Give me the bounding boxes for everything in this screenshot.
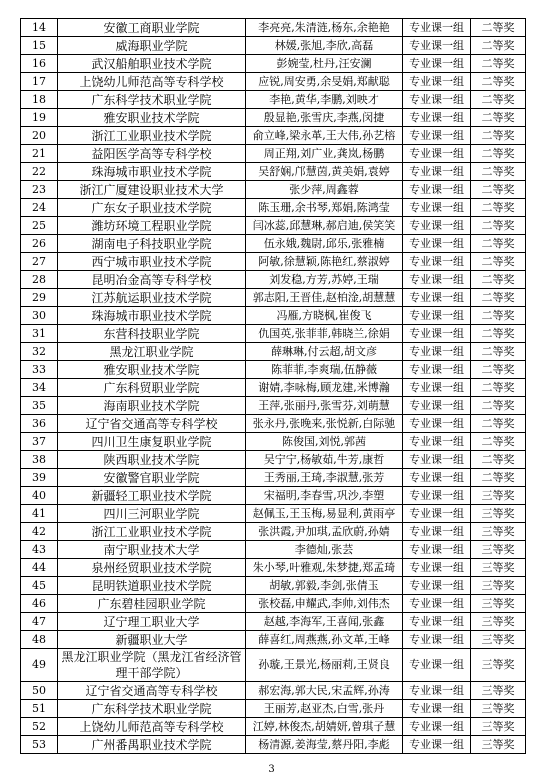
cell-number: 48	[21, 631, 58, 649]
cell-school: 陕西职业技术学院	[58, 451, 246, 469]
cell-group: 专业课一组	[403, 541, 471, 559]
cell-award: 二等奖	[471, 433, 526, 451]
cell-school: 黑龙江职业学院（黑龙江省经济管理干部学院）	[58, 649, 246, 682]
cell-award: 三等奖	[471, 700, 526, 718]
page-number: 3	[268, 764, 275, 775]
cell-members: 吴宁宁,杨敏茹,牛芳,康哲	[246, 451, 403, 469]
table-row	[21, 700, 526, 718]
cell-group: 专业课一组	[403, 649, 471, 682]
cell-group: 专业课一组	[403, 127, 471, 145]
table-row	[21, 37, 526, 55]
cell-members: 杨清源,姜海莹,蔡丹阳,李彪	[246, 736, 403, 754]
cell-award: 二等奖	[471, 73, 526, 91]
cell-members: 林媛,张旭,李欣,高磊	[246, 37, 403, 55]
cell-award: 二等奖	[471, 91, 526, 109]
table-row	[21, 91, 526, 109]
cell-number: 52	[21, 718, 58, 736]
cell-number: 42	[21, 523, 58, 541]
cell-group: 专业课一组	[403, 91, 471, 109]
cell-members: 陈菲菲,李爽瑞,伍静薇	[246, 361, 403, 379]
cell-school: 安徽工商职业学院	[58, 19, 246, 37]
cell-number: 22	[21, 163, 58, 181]
table-row	[21, 181, 526, 199]
cell-group: 专业课一组	[403, 631, 471, 649]
cell-group: 专业课一组	[403, 55, 471, 73]
cell-group: 专业课一组	[403, 307, 471, 325]
cell-members: 薛喜红,周燕燕,孙文革,王峰	[246, 631, 403, 649]
table-row	[21, 163, 526, 181]
cell-number: 16	[21, 55, 58, 73]
cell-number: 24	[21, 199, 58, 217]
cell-school: 浙江工业职业技术学院	[58, 127, 246, 145]
cell-members: 王萍,张丽丹,张雪芬,刘萌慧	[246, 397, 403, 415]
table-row	[21, 595, 526, 613]
cell-award: 二等奖	[471, 127, 526, 145]
cell-members: 薛琳琳,付云超,胡文彦	[246, 343, 403, 361]
cell-school: 新疆轻工职业技术学院	[58, 487, 246, 505]
cell-group: 专业课一组	[403, 361, 471, 379]
cell-award: 二等奖	[471, 145, 526, 163]
cell-number: 32	[21, 343, 58, 361]
cell-school: 雅安职业技术学院	[58, 109, 246, 127]
cell-number: 21	[21, 145, 58, 163]
cell-number: 45	[21, 577, 58, 595]
cell-award: 二等奖	[471, 181, 526, 199]
cell-members: 李德灿,张芸	[246, 541, 403, 559]
cell-number: 46	[21, 595, 58, 613]
cell-members: 孙璇,王景光,杨丽莉,王贤良	[246, 649, 403, 682]
cell-award: 三等奖	[471, 649, 526, 682]
table-row	[21, 253, 526, 271]
cell-members: 吴舒娴,邝慧茵,黄美娟,袁婷	[246, 163, 403, 181]
cell-number: 23	[21, 181, 58, 199]
cell-award: 二等奖	[471, 451, 526, 469]
cell-school: 四川三河职业学院	[58, 505, 246, 523]
cell-award: 二等奖	[471, 199, 526, 217]
cell-number: 20	[21, 127, 58, 145]
cell-members: 陈玉珊,余书琴,郑娟,陈鸿莹	[246, 199, 403, 217]
cell-award: 二等奖	[471, 289, 526, 307]
cell-members: 李亮亮,朱清涟,杨东,余艳艳	[246, 19, 403, 37]
cell-group: 专业课一组	[403, 145, 471, 163]
cell-members: 刘发稳,方芳,苏婷,王瑞	[246, 271, 403, 289]
cell-members: 张永丹,张晚来,张悦新,白际驰	[246, 415, 403, 433]
table-row	[21, 736, 526, 754]
cell-group: 专业课一组	[403, 736, 471, 754]
table-row	[21, 613, 526, 631]
table-row	[21, 109, 526, 127]
cell-award: 二等奖	[471, 361, 526, 379]
cell-group: 专业课一组	[403, 613, 471, 631]
cell-members: 胡敏,郭毅,李剑,张倩玉	[246, 577, 403, 595]
cell-school: 广东科学技术职业学院	[58, 91, 246, 109]
cell-school: 江苏航运职业技术学院	[58, 289, 246, 307]
table-row	[21, 55, 526, 73]
cell-group: 专业课一组	[403, 343, 471, 361]
cell-school: 广东科学技术职业学院	[58, 700, 246, 718]
cell-group: 专业课一组	[403, 181, 471, 199]
table-row	[21, 505, 526, 523]
cell-school: 雅安职业技术学院	[58, 361, 246, 379]
cell-members: 赵佩玉,王玉梅,易显利,黄雨亭	[246, 505, 403, 523]
cell-school: 广州番禺职业技术学院	[58, 736, 246, 754]
table-row	[21, 487, 526, 505]
cell-award: 三等奖	[471, 613, 526, 631]
cell-school: 四川卫生康复职业学院	[58, 433, 246, 451]
cell-number: 15	[21, 37, 58, 55]
cell-number: 43	[21, 541, 58, 559]
cell-group: 专业课一组	[403, 379, 471, 397]
cell-award: 三等奖	[471, 559, 526, 577]
cell-members: 俞立峰,梁永革,王大伟,孙艺榕	[246, 127, 403, 145]
cell-number: 49	[21, 649, 58, 682]
cell-number: 39	[21, 469, 58, 487]
cell-award: 二等奖	[471, 343, 526, 361]
cell-school: 昆明铁道职业技术学院	[58, 577, 246, 595]
cell-school: 辽宁省交通高等专科学校	[58, 682, 246, 700]
cell-award: 三等奖	[471, 505, 526, 523]
table-row	[21, 361, 526, 379]
table-row	[21, 307, 526, 325]
cell-group: 专业课一组	[403, 559, 471, 577]
cell-award: 二等奖	[471, 55, 526, 73]
cell-members: 应锐,周安勇,余旻娟,郑献聪	[246, 73, 403, 91]
cell-number: 19	[21, 109, 58, 127]
cell-number: 51	[21, 700, 58, 718]
cell-award: 二等奖	[471, 397, 526, 415]
table-row	[21, 559, 526, 577]
cell-group: 专业课一组	[403, 397, 471, 415]
award-table-body	[21, 19, 526, 754]
cell-school: 泉州经贸职业技术学院	[58, 559, 246, 577]
table-row	[21, 289, 526, 307]
cell-number: 44	[21, 559, 58, 577]
cell-number: 17	[21, 73, 58, 91]
table-row	[21, 523, 526, 541]
cell-number: 36	[21, 415, 58, 433]
table-row	[21, 397, 526, 415]
cell-group: 专业课一组	[403, 19, 471, 37]
cell-members: 王秀丽,王琦,李淑慧,张芳	[246, 469, 403, 487]
cell-group: 专业课一组	[403, 289, 471, 307]
cell-group: 专业课一组	[403, 325, 471, 343]
cell-members: 宋福明,李春雪,巩沙,李塑	[246, 487, 403, 505]
cell-school: 辽宁省交通高等专科学校	[58, 415, 246, 433]
table-row	[21, 271, 526, 289]
cell-award: 二等奖	[471, 217, 526, 235]
cell-group: 专业课一组	[403, 577, 471, 595]
cell-members: 李艳,黄华,李鹏,刘映才	[246, 91, 403, 109]
cell-number: 27	[21, 253, 58, 271]
cell-group: 专业课一组	[403, 451, 471, 469]
cell-number: 53	[21, 736, 58, 754]
cell-group: 专业课一组	[403, 682, 471, 700]
table-row	[21, 379, 526, 397]
cell-award: 三等奖	[471, 523, 526, 541]
cell-award: 三等奖	[471, 487, 526, 505]
cell-school: 广东碧桂园职业学院	[58, 595, 246, 613]
cell-number: 30	[21, 307, 58, 325]
cell-school: 威海职业学院	[58, 37, 246, 55]
table-row	[21, 415, 526, 433]
cell-number: 29	[21, 289, 58, 307]
cell-group: 专业课一组	[403, 469, 471, 487]
cell-members: 冯雁,方晓枫,崔俊飞	[246, 307, 403, 325]
cell-school: 潍坊环境工程职业学院	[58, 217, 246, 235]
cell-members: 王丽芳,赵亚杰,白雪,张丹	[246, 700, 403, 718]
table-row	[21, 235, 526, 253]
cell-school: 昆明冶金高等专科学校	[58, 271, 246, 289]
cell-school: 浙江工业职业技术学院	[58, 523, 246, 541]
cell-group: 专业课一组	[403, 487, 471, 505]
table-row	[21, 718, 526, 736]
cell-members: 张少萍,周鑫蓉	[246, 181, 403, 199]
cell-number: 26	[21, 235, 58, 253]
table-row	[21, 469, 526, 487]
cell-number: 50	[21, 682, 58, 700]
table-row	[21, 127, 526, 145]
cell-number: 31	[21, 325, 58, 343]
table-row	[21, 145, 526, 163]
table-row	[21, 451, 526, 469]
table-row	[21, 433, 526, 451]
cell-award: 二等奖	[471, 235, 526, 253]
cell-award: 二等奖	[471, 253, 526, 271]
cell-school: 上饶幼儿师范高等专科学校	[58, 718, 246, 736]
cell-number: 33	[21, 361, 58, 379]
cell-group: 专业课一组	[403, 271, 471, 289]
cell-group: 专业课一组	[403, 253, 471, 271]
cell-group: 专业课一组	[403, 505, 471, 523]
cell-number: 47	[21, 613, 58, 631]
cell-members: 张洪霞,尹加琪,孟欣蔚,孙婧	[246, 523, 403, 541]
cell-award: 二等奖	[471, 271, 526, 289]
cell-members: 伍永娥,魏尉,邱乐,张雅楠	[246, 235, 403, 253]
cell-award: 二等奖	[471, 37, 526, 55]
cell-number: 35	[21, 397, 58, 415]
cell-group: 专业课一组	[403, 37, 471, 55]
cell-group: 专业课一组	[403, 217, 471, 235]
cell-number: 28	[21, 271, 58, 289]
cell-members: 郝宏海,郭大民,宋孟辉,孙涛	[246, 682, 403, 700]
cell-school: 安徽警官职业学院	[58, 469, 246, 487]
cell-members: 周正翔,刘广业,龚岚,杨鹏	[246, 145, 403, 163]
cell-members: 陈俊国,刘悦,郭茜	[246, 433, 403, 451]
cell-school: 西宁城市职业技术学院	[58, 253, 246, 271]
table-row	[21, 577, 526, 595]
cell-award: 二等奖	[471, 163, 526, 181]
cell-number: 18	[21, 91, 58, 109]
cell-school: 湖南电子科技职业学院	[58, 235, 246, 253]
cell-award: 三等奖	[471, 736, 526, 754]
cell-award: 二等奖	[471, 325, 526, 343]
cell-members: 张校磊,申耀武,李帅,刘伟杰	[246, 595, 403, 613]
cell-members: 谢婧,李咏梅,顾龙建,米博瀚	[246, 379, 403, 397]
cell-members: 仇国英,张菲菲,韩晓兰,徐娟	[246, 325, 403, 343]
cell-school: 浙江广厦建设职业技术大学	[58, 181, 246, 199]
cell-school: 东营科技职业学院	[58, 325, 246, 343]
cell-award: 三等奖	[471, 595, 526, 613]
cell-school: 广东科贸职业学院	[58, 379, 246, 397]
cell-group: 专业课一组	[403, 718, 471, 736]
cell-award: 三等奖	[471, 577, 526, 595]
cell-group: 专业课一组	[403, 415, 471, 433]
cell-number: 37	[21, 433, 58, 451]
cell-school: 武汉船舶职业技术学院	[58, 55, 246, 73]
cell-school: 益阳医学高等专科学校	[58, 145, 246, 163]
award-table	[20, 18, 526, 754]
cell-members: 殷显艳,张雪庆,李燕,闵捷	[246, 109, 403, 127]
cell-number: 25	[21, 217, 58, 235]
cell-award: 二等奖	[471, 307, 526, 325]
cell-school: 珠海城市职业技术学院	[58, 307, 246, 325]
cell-members: 阿敏,徐慧颖,陈艳红,蔡淑婷	[246, 253, 403, 271]
cell-group: 专业课一组	[403, 700, 471, 718]
cell-group: 专业课一组	[403, 199, 471, 217]
table-row	[21, 19, 526, 37]
cell-award: 二等奖	[471, 19, 526, 37]
table-row	[21, 649, 526, 682]
table-row	[21, 325, 526, 343]
cell-group: 专业课一组	[403, 595, 471, 613]
cell-number: 40	[21, 487, 58, 505]
cell-award: 三等奖	[471, 682, 526, 700]
table-row	[21, 682, 526, 700]
cell-members: 郭志阳,王晋佳,赵柏淦,胡慧慧	[246, 289, 403, 307]
cell-school: 南宁职业技术大学	[58, 541, 246, 559]
cell-school: 海南职业技术学院	[58, 397, 246, 415]
cell-group: 专业课一组	[403, 73, 471, 91]
cell-award: 二等奖	[471, 109, 526, 127]
cell-award: 二等奖	[471, 415, 526, 433]
cell-school: 黑龙江职业学院	[58, 343, 246, 361]
cell-group: 专业课一组	[403, 163, 471, 181]
cell-group: 专业课一组	[403, 235, 471, 253]
cell-number: 14	[21, 19, 58, 37]
cell-award: 三等奖	[471, 631, 526, 649]
cell-school: 辽宁理工职业大学	[58, 613, 246, 631]
table-row	[21, 343, 526, 361]
cell-school: 新疆职业大学	[58, 631, 246, 649]
table-row	[21, 217, 526, 235]
cell-award: 三等奖	[471, 718, 526, 736]
cell-members: 赵越,李海军,王喜闻,张鑫	[246, 613, 403, 631]
cell-members: 朱小琴,叶雅观,朱梦捷,郑孟琦	[246, 559, 403, 577]
cell-number: 38	[21, 451, 58, 469]
cell-award: 二等奖	[471, 469, 526, 487]
cell-members: 江婷,林俊杰,胡婧妍,曾琪子慧	[246, 718, 403, 736]
cell-members: 彭婉莹,杜丹,汪安澜	[246, 55, 403, 73]
cell-school: 广东女子职业技术学院	[58, 199, 246, 217]
cell-school: 珠海城市职业技术学院	[58, 163, 246, 181]
cell-school: 上饶幼儿师范高等专科学校	[58, 73, 246, 91]
table-row	[21, 73, 526, 91]
cell-award: 二等奖	[471, 379, 526, 397]
table-row	[21, 541, 526, 559]
cell-award: 三等奖	[471, 541, 526, 559]
cell-group: 专业课一组	[403, 523, 471, 541]
cell-members: 闫冰蕊,邱慧琳,郝启迪,侯笑笑	[246, 217, 403, 235]
cell-number: 34	[21, 379, 58, 397]
table-row	[21, 199, 526, 217]
table-row	[21, 631, 526, 649]
cell-group: 专业课一组	[403, 109, 471, 127]
cell-number: 41	[21, 505, 58, 523]
cell-group: 专业课一组	[403, 433, 471, 451]
